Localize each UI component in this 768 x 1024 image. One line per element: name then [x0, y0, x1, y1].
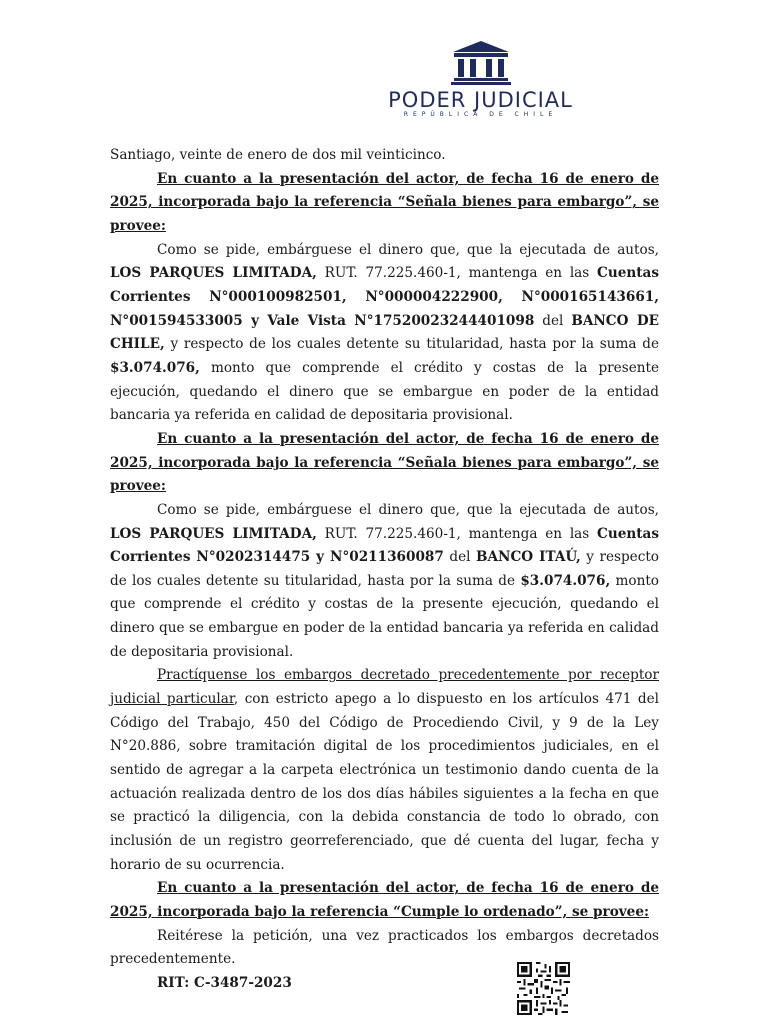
poder-judicial-logo	[383, 40, 578, 122]
paragraph-embargo-banco-chile: Como se pide, embárguese el dinero que, que la ejecutada de autos, LOS PARQUES LIMITADA, RUT. 77.225.460-1, mantenga en las Cuentas Corrientes N°000100982501, N°000004222900, N°000165143661, N°001594533005 y Vale Vista N°17520023244401098 del BANCO DE CHILE, y respecto de los cuales detente su titularidad, hasta por la suma de $3.074.076, monto que comprende el crédito y costas de la presente ejecución, quedando el dinero que se embargue en poder de la entidad bancaria ya referida en calidad de depositaria provisional.	[110, 241, 659, 424]
section-heading-1: En cuanto a la presentación del actor, de fecha 16 de enero de 2025, incorporada bajo la referencia “Señala bienes para embargo”, se provee:	[110, 170, 659, 234]
courthouse-icon	[450, 40, 512, 86]
resolution-document	[110, 144, 659, 996]
qr-code-icon	[517, 962, 570, 1015]
section-heading-2: En cuanto a la presentación del actor, de fecha 16 de enero de 2025, incorporada bajo la referencia “Señala bienes para embargo”, se provee:	[110, 430, 659, 495]
date-line: Santiago, veinte de enero de dos mil veinticinco.	[110, 147, 446, 163]
rit-number: RIT: C-3487-2023	[157, 974, 292, 991]
paragraph-reiterese: Reitérese la petición, una vez practicados los embargos decretados precedentemente.	[110, 927, 659, 968]
logo-title: PODER JUDICIAL	[388, 88, 573, 112]
logo-subtitle: REPÚBLICA DE CHILE	[403, 111, 558, 118]
paragraph-embargo-banco-itau: Como se pide, embárguese el dinero que, que la ejecutada de autos, LOS PARQUES LIMITADA, RUT. 77.225.460-1, mantenga en las Cuentas Corrientes N°0202314475 y N°0211360087 del BANCO ITAÚ, y respecto de los cuales detente su titularidad, hasta por la suma de $3.074.076, monto que comprende el crédito y costas de la presente ejecución, quedando el dinero que se embargue en poder de la entidad bancaria ya referida en calidad de depositaria provisional.	[110, 501, 659, 660]
paragraph-practiquense: Practíquense los embargos decretado precedentemente por receptor judicial particular, con estricto apego a lo dispuesto en los artículos 471 del Código del Trabajo, 450 del Código de Procediendo Civil, y 9 de la Ley N°20.886, sobre tramitación digital de los procedimientos judiciales, en el sentido de agregar a la carpeta electrónica un testimonio dando cuenta de la actuación realizada dentro de los dos días hábiles siguientes a la fecha en que se practicó la diligencia, con la debida constancia de todo lo obrado, con inclusión de un registro georreferenciado, que dé cuenta del lugar, fecha y horario de su ocurrencia.	[110, 667, 659, 873]
section-heading-3: En cuanto a la presentación del actor, de fecha 16 de enero de 2025, incorporada bajo la referencia “Cumple lo ordenado”, se provee:	[110, 880, 659, 920]
